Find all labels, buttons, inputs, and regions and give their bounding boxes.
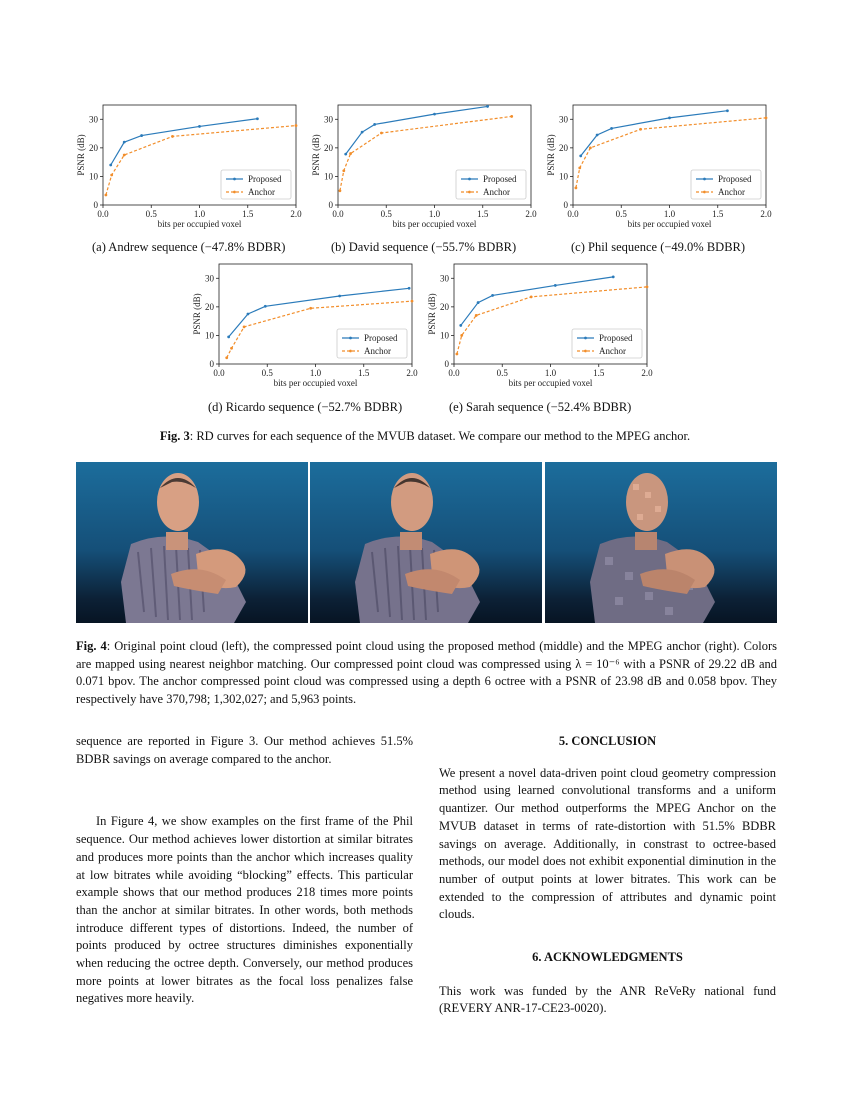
data-point [639,128,642,131]
data-point [530,295,533,298]
y-axis-label: PSNR (dB) [311,134,321,176]
right-column [439,733,776,1018]
data-point [579,154,582,157]
figure-4-caption-text: : Original point cloud (left), the compressed point cloud using the proposed method (middle) and the MPEG anchor (right). Colors are mapped using nearest neighbor matching. Our compressed point cloud was compressed using λ = 10⁻⁶ with a PSNR of 29.22 dB and 0.071 bpov. The anchor compressed point cloud was compressed using a depth 6 octree with a PSNR of 23.98 dB and 0.058 bpov. They respectively have 370,798; 1,302,027; and 5,963 points. [76,639,777,706]
data-point [726,109,729,112]
legend-label-anchor: Anchor [599,346,626,356]
x-tick-label: 2.0 [760,209,772,219]
legend-marker [584,337,587,340]
data-point [256,117,259,120]
y-tick-label: 0 [563,200,568,210]
data-point [230,347,233,350]
data-point [477,301,480,304]
x-tick-label: 0.5 [380,209,392,219]
subcaption-andrew: (a) Andrew sequence (−47.8% BDBR) [92,240,286,254]
x-tick-label: 0.0 [448,368,460,378]
figure-4-caption [76,638,777,708]
point-cloud-original-image [76,462,308,623]
data-point [338,295,341,298]
data-point [198,125,201,128]
legend-marker [233,178,236,181]
x-axis-label: bits per occupied voxel [157,219,242,229]
y-tick-label: 30 [89,114,98,125]
x-tick-label: 1.5 [242,209,254,219]
y-tick-label: 0 [444,359,449,369]
subcaption-sarah: (e) Sarah sequence (−52.4% BDBR) [449,400,632,414]
legend-label-anchor: Anchor [483,187,510,197]
data-point [486,105,489,108]
data-point [243,325,246,328]
legend-label-proposed: Proposed [364,333,398,343]
figure-3-caption [0,429,850,444]
left-paragraph-1: sequence are reported in Figure 3. Our method achieves 51.5% BDBR savings on average compared to the anchor. [76,734,413,766]
x-tick-label: 2.0 [525,209,537,219]
x-axis-label: bits per occupied voxel [392,219,477,229]
x-tick-label: 0.0 [97,209,109,219]
data-point [668,116,671,119]
rd-chart-andrew [74,100,304,229]
data-point [109,164,112,167]
x-tick-label: 1.0 [663,209,676,219]
data-point [225,356,228,359]
y-tick-label: 10 [205,330,214,341]
x-tick-label: 1.0 [544,368,557,378]
y-tick-label: 30 [559,114,568,125]
rd-chart-phil [544,100,774,229]
y-tick-label: 10 [559,171,568,182]
data-point [578,166,581,169]
series-line-proposed [461,277,613,326]
x-tick-label: 1.5 [477,209,489,219]
x-tick-label: 0.5 [145,209,157,219]
data-point [475,314,478,317]
series-line-proposed [346,106,488,154]
x-tick-label: 1.5 [712,209,724,219]
y-tick-label: 30 [205,273,214,284]
x-axis-label: bits per occupied voxel [508,378,593,388]
data-point [247,313,250,316]
y-axis-label: PSNR (dB) [192,293,202,335]
left-column [76,733,413,1008]
data-point [227,335,230,338]
y-tick-label: 0 [209,359,214,369]
subcaption-phil: (c) Phil sequence (−49.0% BDBR) [571,240,746,254]
data-point [491,294,494,297]
x-tick-label: 2.0 [290,209,302,219]
legend-label-proposed: Proposed [599,333,633,343]
data-point [349,152,352,155]
figure-3-caption-text: : RD curves for each sequence of the MVUB dataset. We compare our method to the MPEG anchor. [189,429,691,443]
acknowledgments-paragraph: This work was funded by the ANR ReVeRy national fund (REVERY ANR-17-CE23-0020). [439,983,776,1016]
legend-marker [468,178,471,181]
data-point [411,300,414,303]
legend-marker [349,350,352,353]
subcaption-ricardo: (d) Ricardo sequence (−52.7% BDBR) [208,400,403,414]
data-point [309,307,312,310]
data-point [361,131,364,134]
x-tick-label: 0.5 [496,368,508,378]
data-point [574,186,577,189]
legend-label-anchor: Anchor [364,346,391,356]
data-point [171,135,174,138]
y-tick-label: 0 [328,200,333,210]
data-point [459,324,462,327]
data-point [408,287,411,290]
legend-marker [233,191,236,194]
data-point [295,124,298,127]
x-tick-label: 0.0 [213,368,225,378]
y-axis-label: PSNR (dB) [427,293,437,335]
x-tick-label: 2.0 [406,368,418,378]
y-tick-label: 20 [205,301,214,312]
legend-label-anchor: Anchor [718,187,745,197]
figure-4-images [76,462,777,623]
series-line-proposed [111,119,258,165]
data-point [123,141,126,144]
x-tick-label: 0.0 [567,209,579,219]
x-tick-label: 1.0 [428,209,441,219]
left-paragraph-2: In Figure 4, we show examples on the first frame of the Phil sequence. Our method achieves lower distortion at similar bitrates and produces more points than the anchor which increases quality at low bitrates while avoiding “blocking” effects. This particular example shows that our method produces 218 times more points than the anchor at similar bitrates. In other words, both methods introduce different types of distortions. Indeed, the number of points produced by octree structures diminishes exponentially when reducing the octree depth. Conversely, our method produces more points at lower bitrates as the focal loss penalizes false negatives more heavily. [76,814,413,1006]
y-tick-label: 20 [89,142,98,153]
data-point [104,194,107,197]
data-point [596,134,599,137]
y-axis-label: PSNR (dB) [76,134,86,176]
point-cloud-anchor-image [545,462,777,623]
data-point [612,275,615,278]
point-cloud-proposed-image [310,462,542,623]
x-tick-label: 1.0 [193,209,206,219]
x-tick-label: 1.0 [309,368,322,378]
data-point [110,174,113,177]
data-point [460,334,463,337]
y-tick-label: 10 [324,171,333,182]
data-point [510,115,513,118]
y-tick-label: 20 [559,142,568,153]
figure-4-label: Fig. 4 [76,639,107,653]
data-point [765,116,768,119]
y-tick-label: 30 [324,114,333,125]
figure-3-label: Fig. 3 [159,429,190,443]
rd-chart-ricardo [190,259,420,388]
x-tick-label: 0.5 [261,368,273,378]
legend-label-proposed: Proposed [248,174,282,184]
data-point [339,189,342,192]
x-tick-label: 0.5 [615,209,627,219]
legend-label-proposed: Proposed [718,174,752,184]
y-tick-label: 20 [324,142,333,153]
y-tick-label: 30 [440,273,449,284]
data-point [589,146,592,149]
data-point [344,153,347,156]
y-tick-label: 10 [440,330,449,341]
legend-marker [468,191,471,194]
acknowledgments-heading: 6. ACKNOWLEDGMENTS [532,950,683,965]
legend-marker [584,350,587,353]
y-axis-label: PSNR (dB) [546,134,556,176]
data-point [455,353,458,356]
rd-chart-sarah [425,259,655,388]
data-point [342,169,345,172]
conclusion-heading: 5. CONCLUSION [558,734,657,748]
data-point [646,285,649,288]
y-tick-label: 20 [440,301,449,312]
conclusion-paragraph: We present a novel data-driven point cloud geometry compression method using learned convolutional transforms and a uniform quantizer. Our method outperforms the MPEG Anchor on the MVUB dataset in terms of rate-distortion with 51.5% BDBR savings on average. Additionally, in constrast to octree-based methods, our model does not exhibit exponential diminution in the number of output points at lower bitrates. This work can be extended to the compression of attributes and dynamic point clouds. [439,765,776,922]
x-tick-label: 1.5 [593,368,605,378]
data-point [554,284,557,287]
y-tick-label: 10 [89,171,98,182]
data-point [610,127,613,130]
x-tick-label: 1.5 [358,368,370,378]
legend-marker [703,178,706,181]
data-point [380,132,383,135]
legend-marker [703,191,706,194]
rd-chart-david [309,100,539,229]
x-tick-label: 2.0 [641,368,653,378]
legend-label-anchor: Anchor [248,187,275,197]
data-point [433,113,436,116]
data-point [123,154,126,157]
legend-label-proposed: Proposed [483,174,517,184]
data-point [264,305,267,308]
y-tick-label: 0 [93,200,98,210]
series-line-proposed [581,111,728,156]
data-point [373,123,376,126]
x-axis-label: bits per occupied voxel [627,219,712,229]
subcaption-david: (b) David sequence (−55.7% BDBR) [331,240,517,254]
legend-marker [349,337,352,340]
x-axis-label: bits per occupied voxel [273,378,358,388]
x-tick-label: 0.0 [332,209,344,219]
data-point [140,134,143,137]
